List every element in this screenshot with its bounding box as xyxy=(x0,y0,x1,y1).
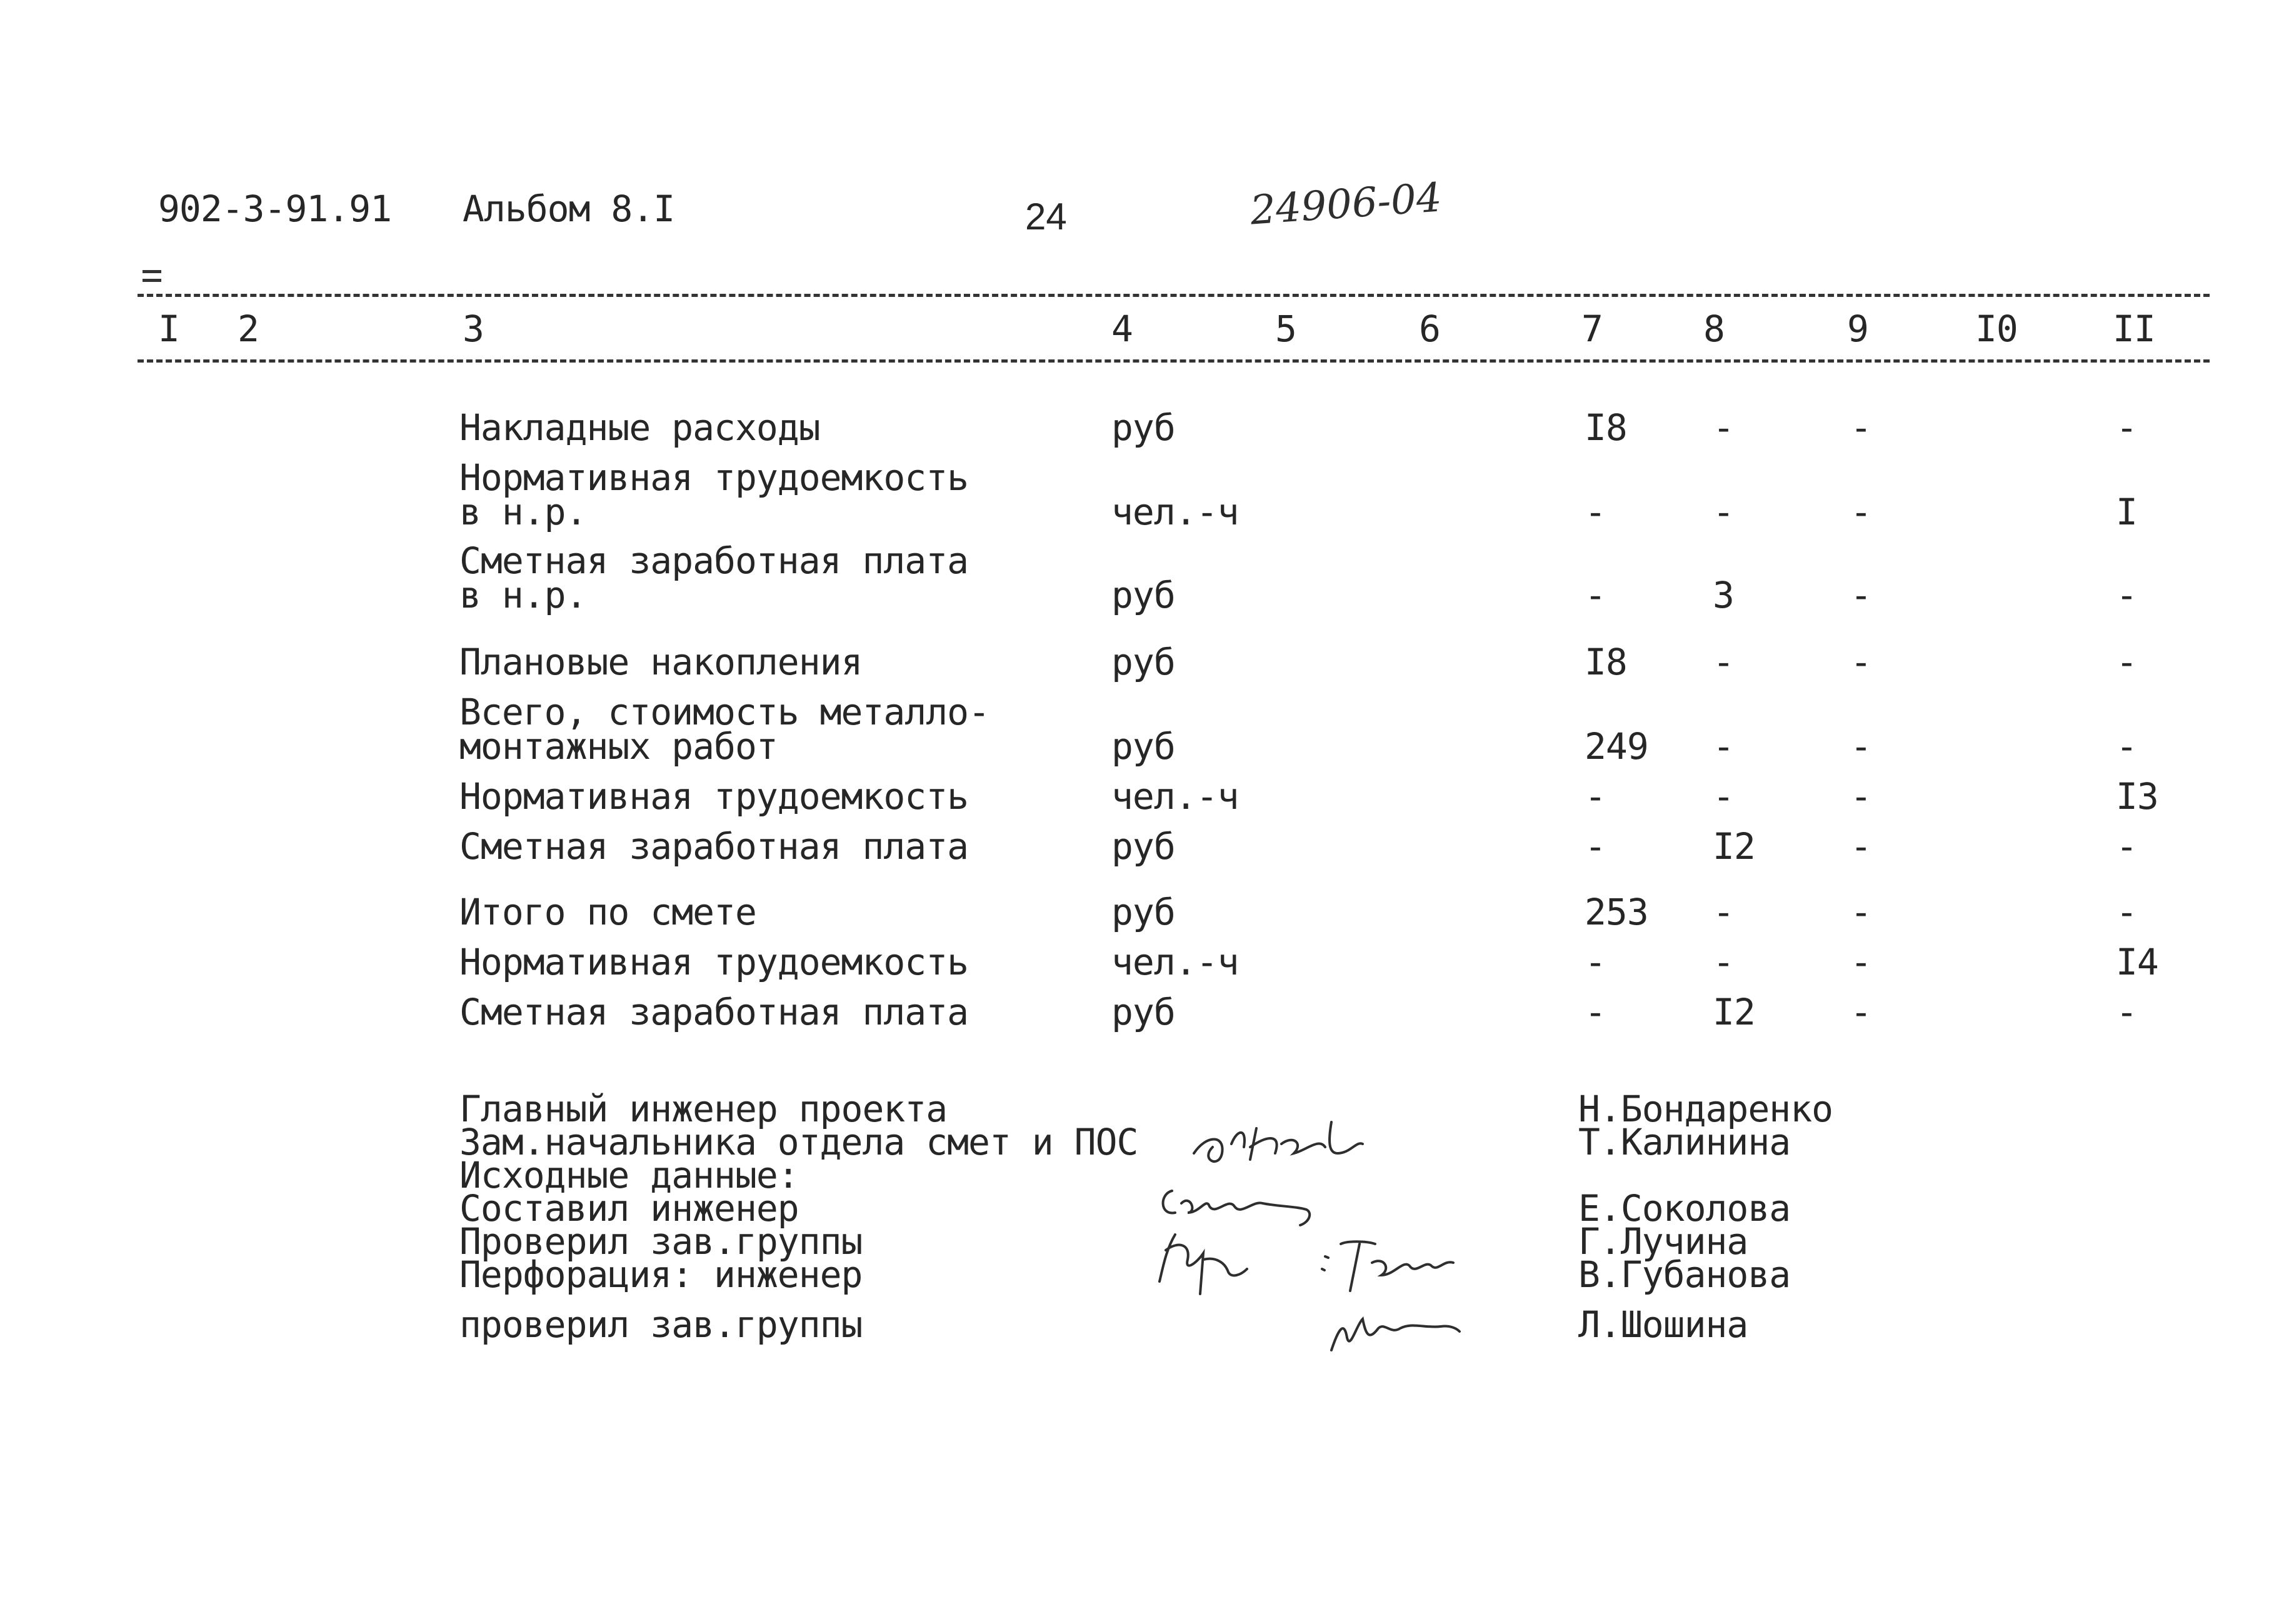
row-unit: руб xyxy=(1111,825,1175,868)
role-label: Главный инженер проекта xyxy=(459,1088,948,1130)
role-label: Зам.начальника отдела смет и ПОС xyxy=(459,1121,1138,1163)
column-number: I0 xyxy=(1975,308,2018,350)
column-number: 4 xyxy=(1111,308,1133,350)
row-value-c8: I2 xyxy=(1713,991,1755,1033)
row-value-c7: - xyxy=(1585,775,1606,818)
margin-dash xyxy=(143,270,161,273)
role-label: Перфорация: инженер xyxy=(459,1253,863,1296)
row-value-c8: I2 xyxy=(1713,825,1755,868)
row-unit: чел.-ч xyxy=(1111,941,1239,983)
role-label: Исходные данные: xyxy=(459,1154,799,1196)
row-value-c7: 249 xyxy=(1585,725,1648,768)
row-value-c7: - xyxy=(1585,941,1606,983)
row-label: Нормативная трудоемкость xyxy=(459,941,969,983)
row-value-c9: - xyxy=(1850,406,1871,449)
row-value-c8: - xyxy=(1713,491,1734,533)
row-label: Нормативная трудоемкость xyxy=(459,456,969,499)
row-value-c11: - xyxy=(2116,641,2137,683)
role-label: Составил инженер xyxy=(459,1187,799,1230)
row-value-c9: - xyxy=(1850,941,1871,983)
signer-name: Т.Калинина xyxy=(1578,1121,1791,1163)
signer-name: Е.Соколова xyxy=(1578,1187,1791,1230)
row-value-c7: - xyxy=(1585,991,1606,1033)
signature-gubanova xyxy=(1316,1231,1466,1300)
column-number: 2 xyxy=(238,308,259,350)
signer-name: Г.Лучина xyxy=(1578,1220,1748,1263)
row-label: в н.р. xyxy=(459,574,587,616)
margin-dash xyxy=(143,279,161,282)
row-label: Сметная заработная плата xyxy=(459,825,969,868)
row-label: Сметная заработная плата xyxy=(459,991,969,1033)
row-value-c11: I3 xyxy=(2116,775,2158,818)
row-value-c8: - xyxy=(1713,725,1734,768)
row-value-c11: - xyxy=(2116,891,2137,933)
column-number: 6 xyxy=(1419,308,1440,350)
row-value-c11: I xyxy=(2116,491,2137,533)
row-value-c7: I8 xyxy=(1585,641,1627,683)
album-label: Альбом 8.I xyxy=(463,188,675,230)
row-value-c9: - xyxy=(1850,991,1871,1033)
row-value-c9: - xyxy=(1850,891,1871,933)
row-unit: чел.-ч xyxy=(1111,491,1239,533)
row-unit: чел.-ч xyxy=(1111,775,1239,818)
row-value-c11: - xyxy=(2116,725,2137,768)
row-value-c8: - xyxy=(1713,941,1734,983)
row-label: Итого по смете xyxy=(459,891,756,933)
role-label: Проверил зав.группы xyxy=(459,1220,863,1263)
row-value-c7: - xyxy=(1585,574,1606,616)
row-value-c11: - xyxy=(2116,991,2137,1033)
row-label: монтажных работ xyxy=(459,725,778,768)
column-number: 9 xyxy=(1847,308,1868,350)
header-bottom-rule xyxy=(138,359,2210,363)
row-value-c8: - xyxy=(1713,891,1734,933)
column-number: 3 xyxy=(463,308,484,350)
column-number: 7 xyxy=(1581,308,1603,350)
row-label: Накладные расходы xyxy=(459,406,820,449)
signature-kalinina xyxy=(1188,1110,1394,1172)
row-unit: руб xyxy=(1111,725,1175,768)
row-value-c9: - xyxy=(1850,775,1871,818)
signature-shoshina xyxy=(1325,1300,1463,1356)
signer-name: Л.Шошина xyxy=(1578,1303,1748,1346)
row-label: Всего, стоимость металло- xyxy=(459,691,989,733)
column-number: II xyxy=(2113,308,2155,350)
signer-name: Н.Бондаренко xyxy=(1578,1088,1833,1130)
row-label: в н.р. xyxy=(459,491,587,533)
row-unit: руб xyxy=(1111,574,1175,616)
column-number: I xyxy=(158,308,179,350)
row-value-c7: 253 xyxy=(1585,891,1648,933)
row-value-c11: - xyxy=(2116,825,2137,868)
row-label: Нормативная трудоемкость xyxy=(459,775,969,818)
handwritten-number: 24906-04 xyxy=(1248,174,1443,234)
column-number: 8 xyxy=(1703,308,1725,350)
row-value-c8: - xyxy=(1713,775,1734,818)
signer-name: В.Губанова xyxy=(1578,1253,1791,1296)
row-value-c8: 3 xyxy=(1713,574,1734,616)
row-value-c7: - xyxy=(1585,825,1606,868)
row-unit: руб xyxy=(1111,991,1175,1033)
row-value-c11: - xyxy=(2116,574,2137,616)
row-value-c9: - xyxy=(1850,825,1871,868)
page-number: 24 xyxy=(1025,196,1067,238)
signature-luchina xyxy=(1153,1225,1278,1300)
row-value-c9: - xyxy=(1850,641,1871,683)
row-unit: руб xyxy=(1111,641,1175,683)
row-value-c7: I8 xyxy=(1585,406,1627,449)
role-label: проверил зав.группы xyxy=(459,1303,863,1346)
header-top-rule xyxy=(138,294,2210,297)
row-value-c9: - xyxy=(1850,574,1871,616)
row-value-c7: - xyxy=(1585,491,1606,533)
row-value-c9: - xyxy=(1850,725,1871,768)
document-code: 902-3-91.91 xyxy=(158,188,392,230)
row-value-c8: - xyxy=(1713,406,1734,449)
row-value-c11: I4 xyxy=(2116,941,2158,983)
row-value-c9: - xyxy=(1850,491,1871,533)
row-value-c8: - xyxy=(1713,641,1734,683)
row-label: Плановые накопления xyxy=(459,641,863,683)
column-number: 5 xyxy=(1275,308,1296,350)
row-unit: руб xyxy=(1111,406,1175,449)
row-unit: руб xyxy=(1111,891,1175,933)
row-label: Сметная заработная плата xyxy=(459,539,969,582)
row-value-c11: - xyxy=(2116,406,2137,449)
